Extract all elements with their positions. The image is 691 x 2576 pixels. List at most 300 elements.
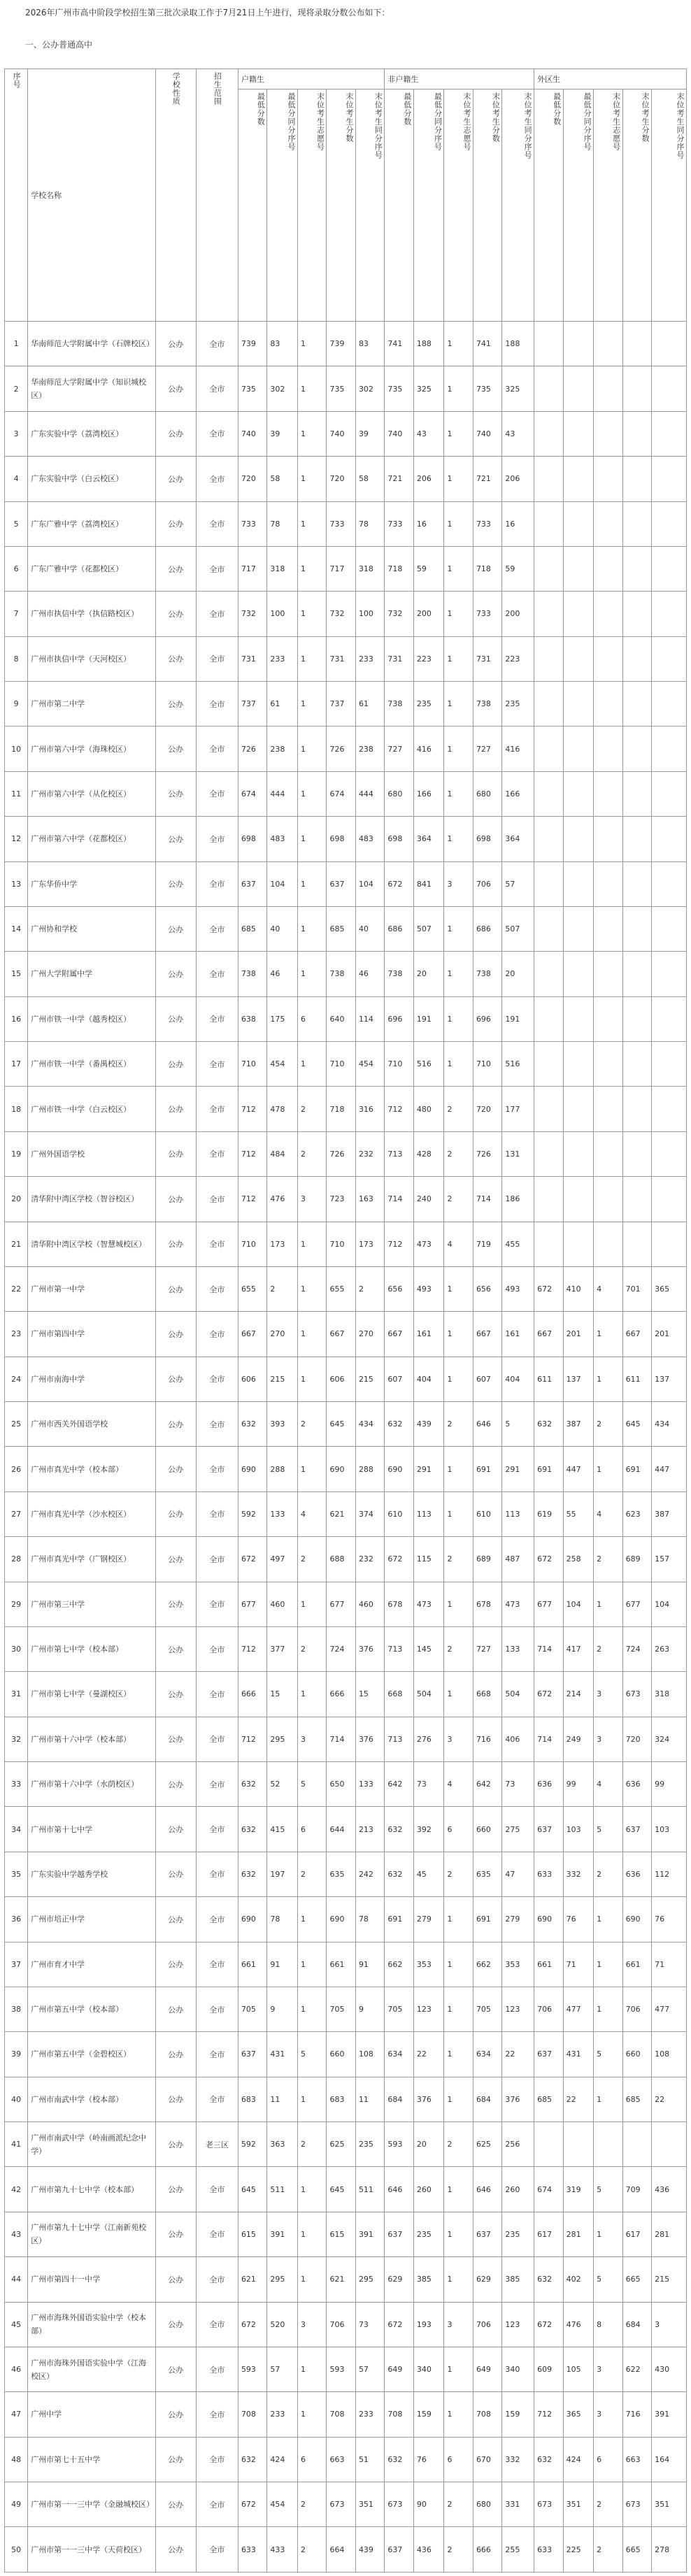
row-o-value: 672 xyxy=(534,1672,563,1717)
row-h-value: 233 xyxy=(355,636,384,681)
row-f-value: 690 xyxy=(385,1447,413,1491)
row-f-value: 57 xyxy=(502,861,534,906)
row-f-value: 719 xyxy=(473,1222,501,1266)
row-h-value: 726 xyxy=(238,727,266,771)
row-f-value: 649 xyxy=(385,2347,413,2391)
row-h-value: 1 xyxy=(297,906,326,951)
row-o-value: 622 xyxy=(622,2347,651,2391)
row-f-value: 275 xyxy=(502,1807,534,1852)
row-nature: 公办 xyxy=(155,592,196,636)
row-o-value xyxy=(534,1042,563,1087)
row-school-name: 广州市育才中学 xyxy=(28,1942,156,1987)
row-o-value: 108 xyxy=(652,2032,687,2077)
row-f-value: 649 xyxy=(473,2347,501,2391)
row-seq: 19 xyxy=(5,1131,28,1176)
row-h-value: 5 xyxy=(297,1762,326,1807)
row-h-value: 737 xyxy=(238,682,266,727)
row-o-value: 660 xyxy=(622,2032,651,2077)
row-h-value: 1 xyxy=(297,592,326,636)
row-o-value xyxy=(534,2122,563,2167)
table-row xyxy=(5,1987,687,2031)
row-h-value: 235 xyxy=(355,2122,384,2167)
row-o-value: 667 xyxy=(622,1312,651,1357)
row-f-value: 332 xyxy=(502,2437,534,2482)
row-o-value: 3 xyxy=(594,1672,622,1717)
row-nature: 公办 xyxy=(155,322,196,366)
row-h-value: 78 xyxy=(267,1897,298,1942)
row-h-value: 712 xyxy=(238,1087,266,1131)
row-nature: 公办 xyxy=(155,366,196,411)
row-o-value: 720 xyxy=(622,1717,651,1761)
row-o-value: 387 xyxy=(563,1402,594,1447)
row-h-value: 1 xyxy=(297,2257,326,2302)
row-h-value: 454 xyxy=(267,1042,298,1087)
row-o-value: 137 xyxy=(652,1357,687,1401)
row-f-value: 1 xyxy=(444,2077,473,2121)
row-f-value: 161 xyxy=(502,1312,534,1357)
row-h-value: 100 xyxy=(267,592,298,636)
row-seq: 39 xyxy=(5,2032,28,2077)
row-o-value: 365 xyxy=(563,2392,594,2437)
row-f-value: 610 xyxy=(385,1491,413,1536)
row-o-value: 105 xyxy=(563,2347,594,2391)
row-h-value: 433 xyxy=(267,2527,298,2572)
row-seq: 8 xyxy=(5,636,28,681)
row-o-value xyxy=(622,501,651,546)
row-h-value: 708 xyxy=(238,2392,266,2437)
row-range: 全市 xyxy=(196,2482,238,2527)
intro-text: 2026年广州市高中阶段学校招生第三批次录取工作于7月21日上午进行，现将录取分数公布如下： xyxy=(25,8,390,17)
row-h-value: 710 xyxy=(238,1042,266,1087)
row-f-value: 376 xyxy=(413,2077,444,2121)
row-o-value xyxy=(652,322,687,366)
row-range: 全市 xyxy=(196,1266,238,1311)
table-row xyxy=(5,1942,687,1987)
row-school-name: 广州市第三中学 xyxy=(28,1582,156,1626)
row-f-value: 73 xyxy=(502,1762,534,1807)
row-f-value: 493 xyxy=(502,1266,534,1311)
row-seq: 30 xyxy=(5,1626,28,1671)
row-f-value: 727 xyxy=(385,727,413,771)
header-o-min-score: 最低分数 xyxy=(534,90,563,322)
row-o-value xyxy=(652,1131,687,1176)
row-h-value: 690 xyxy=(327,1447,355,1491)
table-row xyxy=(5,996,687,1041)
row-o-value xyxy=(652,1222,687,1266)
row-h-value: 173 xyxy=(355,1222,384,1266)
row-o-value: 712 xyxy=(534,2392,563,2437)
row-o-value: 716 xyxy=(622,2392,651,2437)
row-h-value: 1 xyxy=(297,1672,326,1717)
row-h-value: 661 xyxy=(238,1942,266,1987)
row-o-value: 2 xyxy=(594,1537,622,1582)
table-row xyxy=(5,636,687,681)
row-f-value: 2 xyxy=(444,1131,473,1176)
header-f-last-same-rank: 末位考生同分序号 xyxy=(502,90,534,322)
row-seq: 14 xyxy=(5,906,28,951)
row-f-value: 713 xyxy=(385,1626,413,1671)
row-h-value: 667 xyxy=(238,1312,266,1357)
table-row xyxy=(5,2167,687,2212)
row-nature: 公办 xyxy=(155,1266,196,1311)
row-h-value: 15 xyxy=(267,1672,298,1717)
row-o-value xyxy=(622,411,651,456)
table-row xyxy=(5,2212,687,2256)
row-seq: 17 xyxy=(5,1042,28,1087)
row-school-name: 广州市第六中学（花都校区） xyxy=(28,817,156,861)
row-f-value: 2 xyxy=(444,2122,473,2167)
row-seq: 41 xyxy=(5,2122,28,2167)
row-f-value: 1 xyxy=(444,411,473,456)
row-f-value: 123 xyxy=(502,1987,534,2031)
row-f-value: 2 xyxy=(444,1852,473,1896)
row-h-value: 215 xyxy=(267,1357,298,1401)
row-f-value: 276 xyxy=(413,1717,444,1761)
row-f-value: 632 xyxy=(385,2437,413,2482)
row-o-value xyxy=(534,546,563,591)
header-school: 学校名称 xyxy=(28,69,156,322)
row-f-value: 678 xyxy=(473,1582,501,1626)
row-f-value: 22 xyxy=(502,2032,534,2077)
row-o-value: 225 xyxy=(563,2527,594,2572)
row-h-value: 270 xyxy=(355,1312,384,1357)
row-h-value: 15 xyxy=(355,1672,384,1717)
row-o-value: 249 xyxy=(563,1717,594,1761)
row-seq: 22 xyxy=(5,1266,28,1311)
row-nature: 公办 xyxy=(155,2302,196,2347)
row-f-value: 735 xyxy=(473,366,501,411)
row-school-name: 广州市海珠外国语实验中学（校本部） xyxy=(28,2302,156,2347)
row-h-value: 632 xyxy=(238,1807,266,1852)
row-h-value: 1 xyxy=(297,1357,326,1401)
row-h-value: 233 xyxy=(267,636,298,681)
row-o-value: 623 xyxy=(622,1491,651,1536)
table-row xyxy=(5,1266,687,1311)
row-h-value: 2 xyxy=(355,1266,384,1311)
row-f-value: 1 xyxy=(444,592,473,636)
row-h-value: 233 xyxy=(267,2392,298,2437)
row-range: 全市 xyxy=(196,1131,238,1176)
row-f-value: 684 xyxy=(385,2077,413,2121)
row-o-value xyxy=(563,411,594,456)
row-seq: 6 xyxy=(5,546,28,591)
row-o-value: 22 xyxy=(652,2077,687,2121)
row-f-value: 504 xyxy=(413,1672,444,1717)
row-h-value: 690 xyxy=(327,1897,355,1942)
row-h-value: 674 xyxy=(238,771,266,816)
row-h-value: 672 xyxy=(238,2302,266,2347)
header-o-last-score: 末位考生分数 xyxy=(622,90,651,322)
row-h-value: 1 xyxy=(297,1042,326,1087)
row-o-value: 8 xyxy=(594,2302,622,2347)
row-o-value xyxy=(534,636,563,681)
row-school-name: 广州市第九十七中学（江南新苑校区） xyxy=(28,2212,156,2256)
header-f-last-score: 末位考生分数 xyxy=(473,90,501,322)
row-nature: 公办 xyxy=(155,1087,196,1131)
row-f-value: 76 xyxy=(413,2437,444,2482)
row-h-value: 735 xyxy=(238,366,266,411)
table-row xyxy=(5,1357,687,1401)
row-h-value: 1 xyxy=(297,1266,326,1311)
row-range: 全市 xyxy=(196,322,238,366)
row-f-value: 493 xyxy=(413,1266,444,1311)
row-f-value: 145 xyxy=(413,1626,444,1671)
row-f-value: 741 xyxy=(473,322,501,366)
table-row xyxy=(5,1402,687,1447)
row-h-value: 163 xyxy=(355,1177,384,1222)
row-o-value: 278 xyxy=(652,2527,687,2572)
row-h-value: 6 xyxy=(297,2437,326,2482)
row-o-value: 3 xyxy=(594,2392,622,2437)
row-h-value: 712 xyxy=(238,1131,266,1176)
row-h-value: 108 xyxy=(355,2032,384,2077)
row-school-name: 广东广雅中学（花都校区） xyxy=(28,546,156,591)
row-f-value: 1 xyxy=(444,1266,473,1311)
row-nature: 公办 xyxy=(155,1762,196,1807)
row-h-value: 690 xyxy=(238,1897,266,1942)
row-h-value: 1 xyxy=(297,1897,326,1942)
row-f-value: 123 xyxy=(502,2302,534,2347)
row-o-value: 617 xyxy=(534,2212,563,2256)
row-o-value xyxy=(622,322,651,366)
row-h-value: 57 xyxy=(355,2347,384,2391)
row-o-value xyxy=(563,817,594,861)
row-nature: 公办 xyxy=(155,727,196,771)
row-h-value: 424 xyxy=(267,2437,298,2482)
row-range: 全市 xyxy=(196,366,238,411)
row-o-value: 4 xyxy=(594,1491,622,1536)
row-f-value: 235 xyxy=(413,682,444,727)
row-h-value: 431 xyxy=(267,2032,298,2077)
row-f-value: 656 xyxy=(385,1266,413,1311)
row-o-value: 1 xyxy=(594,1312,622,1357)
row-o-value: 402 xyxy=(563,2257,594,2302)
row-f-value: 738 xyxy=(473,682,501,727)
row-o-value: 258 xyxy=(563,1537,594,1582)
row-h-value: 1 xyxy=(297,546,326,591)
row-o-value: 611 xyxy=(622,1357,651,1401)
row-o-value: 661 xyxy=(534,1942,563,1987)
row-o-value xyxy=(594,1222,622,1266)
row-f-value: 672 xyxy=(385,1537,413,1582)
row-range: 老三区 xyxy=(196,2122,238,2167)
row-o-value: 691 xyxy=(622,1447,651,1491)
header-group-hukou: 户籍生 xyxy=(238,69,384,90)
row-h-value: 738 xyxy=(238,952,266,996)
row-h-value: 1 xyxy=(297,1582,326,1626)
row-range: 全市 xyxy=(196,952,238,996)
row-f-value: 720 xyxy=(473,1087,501,1131)
row-f-value: 634 xyxy=(385,2032,413,2077)
row-f-value: 629 xyxy=(473,2257,501,2302)
row-f-value: 404 xyxy=(413,1357,444,1401)
row-o-value: 410 xyxy=(563,1266,594,1311)
row-o-value: 1 xyxy=(594,2077,622,2121)
row-o-value xyxy=(652,1042,687,1087)
row-h-value: 1 xyxy=(297,952,326,996)
row-o-value xyxy=(652,817,687,861)
row-o-value: 319 xyxy=(563,2167,594,2212)
header-h-last-wish: 末位考生志愿号 xyxy=(297,90,326,322)
row-h-value: 664 xyxy=(327,2527,355,2572)
row-f-value: 1 xyxy=(444,682,473,727)
row-h-value: 454 xyxy=(267,2482,298,2527)
row-h-value: 632 xyxy=(238,2437,266,2482)
row-o-value: 324 xyxy=(652,1717,687,1761)
row-school-name: 广州市第九十七中学（校本部） xyxy=(28,2167,156,2212)
row-o-value xyxy=(534,1222,563,1266)
row-seq: 9 xyxy=(5,682,28,727)
row-range: 全市 xyxy=(196,2167,238,2212)
row-o-value: 714 xyxy=(534,1626,563,1671)
header-o-last-same-rank: 末位考生同分序号 xyxy=(652,90,687,322)
row-f-value: 740 xyxy=(385,411,413,456)
row-school-name: 华南师范大学附属中学（石牌校区） xyxy=(28,322,156,366)
row-f-value: 706 xyxy=(473,861,501,906)
row-f-value: 632 xyxy=(385,1807,413,1852)
row-f-value: 90 xyxy=(413,2482,444,2527)
row-o-value xyxy=(622,906,651,951)
row-h-value: 232 xyxy=(355,1537,384,1582)
row-school-name: 清华附中湾区学校（智谷校区） xyxy=(28,1177,156,1222)
row-seq: 50 xyxy=(5,2527,28,2572)
row-seq: 44 xyxy=(5,2257,28,2302)
row-o-value: 215 xyxy=(652,2257,687,2302)
row-f-value: 668 xyxy=(473,1672,501,1717)
row-h-value: 637 xyxy=(238,2032,266,2077)
row-f-value: 1 xyxy=(444,1987,473,2031)
row-h-value: 1 xyxy=(297,636,326,681)
row-h-value: 295 xyxy=(267,2257,298,2302)
row-f-value: 1 xyxy=(444,2167,473,2212)
row-f-value: 364 xyxy=(502,817,534,861)
row-o-value xyxy=(594,1131,622,1176)
row-h-value: 1 xyxy=(297,817,326,861)
table-row xyxy=(5,2032,687,2077)
row-o-value xyxy=(563,861,594,906)
row-o-value xyxy=(534,1087,563,1131)
row-o-value: 214 xyxy=(563,1672,594,1717)
row-f-value: 635 xyxy=(473,1852,501,1896)
row-o-value: 665 xyxy=(622,2257,651,2302)
row-range: 全市 xyxy=(196,1537,238,1582)
row-nature: 公办 xyxy=(155,1582,196,1626)
row-o-value xyxy=(652,2122,687,2167)
row-f-value: 1 xyxy=(444,636,473,681)
row-o-value: 609 xyxy=(534,2347,563,2391)
row-h-value: 705 xyxy=(327,1987,355,2031)
row-range: 全市 xyxy=(196,2077,238,2121)
table-row xyxy=(5,1717,687,1761)
row-o-value: 387 xyxy=(652,1491,687,1536)
row-h-value: 238 xyxy=(355,727,384,771)
row-h-value: 460 xyxy=(355,1582,384,1626)
row-f-value: 686 xyxy=(473,906,501,951)
row-h-value: 302 xyxy=(355,366,384,411)
table-header xyxy=(5,69,687,322)
row-o-value: 3 xyxy=(652,2302,687,2347)
row-o-value xyxy=(594,1177,622,1222)
row-f-value: 738 xyxy=(385,952,413,996)
row-o-value: 661 xyxy=(622,1942,651,1987)
row-h-value: 51 xyxy=(355,2437,384,2482)
row-f-value: 1 xyxy=(444,366,473,411)
row-o-value xyxy=(622,592,651,636)
row-f-value: 188 xyxy=(413,322,444,366)
row-f-value: 667 xyxy=(385,1312,413,1357)
row-f-value: 1 xyxy=(444,1357,473,1401)
row-o-value: 3 xyxy=(594,2347,622,2391)
row-nature: 公办 xyxy=(155,501,196,546)
row-h-value: 666 xyxy=(238,1672,266,1717)
row-o-value: 332 xyxy=(563,1852,594,1896)
row-range: 全市 xyxy=(196,682,238,727)
row-seq: 5 xyxy=(5,501,28,546)
row-h-value: 484 xyxy=(267,1131,298,1176)
row-seq: 2 xyxy=(5,366,28,411)
row-f-value: 16 xyxy=(502,501,534,546)
row-school-name: 广州市第一中学 xyxy=(28,1266,156,1311)
row-f-value: 1 xyxy=(444,771,473,816)
row-seq: 47 xyxy=(5,2392,28,2437)
row-h-value: 460 xyxy=(267,1582,298,1626)
row-o-value xyxy=(563,457,594,501)
row-o-value xyxy=(622,1042,651,1087)
row-f-value: 740 xyxy=(473,411,501,456)
row-h-value: 712 xyxy=(238,1177,266,1222)
row-h-value: 621 xyxy=(238,2257,266,2302)
row-h-value: 363 xyxy=(267,2122,298,2167)
row-f-value: 340 xyxy=(502,2347,534,2391)
row-f-value: 3 xyxy=(444,2302,473,2347)
row-o-value xyxy=(534,817,563,861)
row-h-value: 733 xyxy=(327,501,355,546)
row-nature: 公办 xyxy=(155,1491,196,1536)
row-o-value xyxy=(652,861,687,906)
row-o-value xyxy=(594,366,622,411)
row-seq: 11 xyxy=(5,771,28,816)
row-school-name: 广州市第四中学 xyxy=(28,1312,156,1357)
row-seq: 20 xyxy=(5,1177,28,1222)
row-o-value: 637 xyxy=(534,1807,563,1852)
row-h-value: 11 xyxy=(267,2077,298,2121)
row-o-value: 201 xyxy=(652,1312,687,1357)
row-f-value: 123 xyxy=(413,1987,444,2031)
row-h-value: 444 xyxy=(267,771,298,816)
table-row xyxy=(5,861,687,906)
row-o-value: 2 xyxy=(594,1852,622,1896)
row-o-value: 632 xyxy=(534,2437,563,2482)
row-h-value: 78 xyxy=(267,501,298,546)
header-h-min-same-rank: 最低分同分序号 xyxy=(267,90,298,322)
row-h-value: 393 xyxy=(267,1402,298,1447)
row-h-value: 731 xyxy=(327,636,355,681)
table-row xyxy=(5,906,687,951)
row-range: 全市 xyxy=(196,1402,238,1447)
row-f-value: 673 xyxy=(385,2482,413,2527)
row-o-value: 281 xyxy=(652,2212,687,2256)
row-school-name: 广东实验中学（白云校区） xyxy=(28,457,156,501)
row-h-value: 592 xyxy=(238,1491,266,1536)
row-f-value: 255 xyxy=(502,2527,534,2572)
row-h-value: 677 xyxy=(327,1582,355,1626)
row-h-value: 213 xyxy=(355,1807,384,1852)
row-h-value: 698 xyxy=(238,817,266,861)
row-o-value xyxy=(563,501,594,546)
row-f-value: 696 xyxy=(385,996,413,1041)
row-h-value: 1 xyxy=(297,1222,326,1266)
row-h-value: 61 xyxy=(355,682,384,727)
